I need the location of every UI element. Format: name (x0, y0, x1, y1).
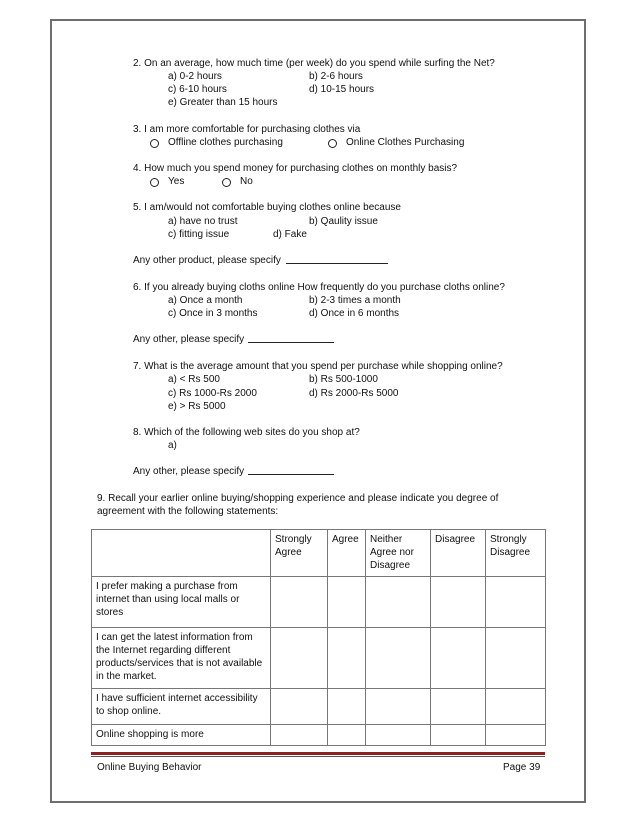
q9-intro-line2: agreement with the following statements: (97, 506, 279, 517)
statement-cell: Online shopping is more (92, 725, 271, 746)
table-row (92, 689, 546, 725)
q6-option-b: b) 2-3 times a month (309, 295, 401, 306)
header-disagree: Disagree (431, 530, 486, 577)
q4-option-yes: Yes (168, 176, 185, 187)
header-strongly-disagree: Strongly Disagree (486, 530, 546, 577)
q7-option-d: d) Rs 2000-Rs 5000 (309, 388, 399, 399)
response-cell[interactable] (328, 689, 366, 725)
q9-intro-line1: 9. Recall your earlier online buying/shopping experience and please indicate you degree of (97, 493, 499, 504)
response-cell[interactable] (328, 577, 366, 628)
agreement-table (91, 529, 546, 746)
q3-option-offline: Offline clothes purchasing (168, 137, 283, 148)
q2-question: 2. On an average, how much time (per week) do you spend while surfing the Net? (133, 58, 495, 69)
q5-option-b: b) Qaulity issue (309, 216, 378, 227)
q2-option-b: b) 2-6 hours (309, 71, 363, 82)
q8-option-a: a) (168, 440, 177, 451)
q3-radio-offline[interactable] (150, 139, 159, 148)
q6-other-input-line[interactable] (248, 342, 334, 343)
response-cell[interactable] (366, 689, 431, 725)
response-cell[interactable] (366, 725, 431, 746)
q2-option-a: a) 0-2 hours (168, 71, 222, 82)
response-cell[interactable] (328, 725, 366, 746)
table-header-row (92, 530, 546, 577)
footer-rule-thin (91, 756, 545, 757)
q6-option-c: c) Once in 3 months (168, 308, 258, 319)
response-cell[interactable] (328, 628, 366, 689)
q2-option-c: c) 6-10 hours (168, 84, 227, 95)
statement-cell: I can get the latest information from the Internet regarding different products/services that is not available in the market. (92, 628, 271, 689)
footer-title: Online Buying Behavior (97, 762, 202, 773)
q5-option-c: c) fitting issue (168, 229, 230, 240)
q4-option-no: No (240, 176, 253, 187)
q8-other-input-line[interactable] (248, 474, 334, 475)
q7-option-b: b) Rs 500-1000 (309, 374, 378, 385)
q8-other-label: Any other, please specify (133, 466, 245, 477)
q7-option-a: a) < Rs 500 (168, 374, 220, 385)
q6-option-a: a) Once a month (168, 295, 243, 306)
q5-option-a: a) have no trust (168, 216, 238, 227)
table-row (92, 628, 546, 689)
q3-radio-online[interactable] (328, 139, 337, 148)
response-cell[interactable] (366, 628, 431, 689)
q2-option-d: d) 10-15 hours (309, 84, 375, 95)
response-cell[interactable] (431, 577, 486, 628)
q2-option-e: e) Greater than 15 hours (168, 97, 278, 108)
q5-other-label: Any other product, please specify (133, 255, 281, 266)
q3-question: 3. I am more comfortable for purchasing clothes via (133, 124, 361, 135)
statement-cell: I prefer making a purchase from internet than using local malls or stores (92, 577, 271, 628)
response-cell[interactable] (486, 628, 546, 689)
response-cell[interactable] (486, 725, 546, 746)
header-agree: Agree (328, 530, 366, 577)
table-row (92, 725, 546, 746)
q5-option-d: d) Fake (273, 229, 307, 240)
header-strongly-agree: Strongly Agree (271, 530, 328, 577)
response-cell[interactable] (431, 628, 486, 689)
header-statement-cell (92, 530, 271, 577)
statement-cell: I have sufficient internet accessibility to shop online. (92, 689, 271, 725)
q8-question: 8. Which of the following web sites do you shop at? (133, 427, 360, 438)
response-cell[interactable] (271, 689, 328, 725)
footer-rule-thick (91, 752, 545, 755)
q3-option-online: Online Clothes Purchasing (346, 137, 465, 148)
q6-other-label: Any other, please specify (133, 334, 245, 345)
response-cell[interactable] (366, 577, 431, 628)
q7-option-c: c) Rs 1000-Rs 2000 (168, 388, 257, 399)
q5-other-input-line[interactable] (286, 263, 388, 264)
q5-question: 5. I am/would not comfortable buying clothes online because (133, 202, 401, 213)
response-cell[interactable] (271, 577, 328, 628)
q6-option-d: d) Once in 6 months (309, 308, 400, 319)
q4-radio-yes[interactable] (150, 178, 159, 187)
q4-question: 4. How much you spend money for purchasing clothes on monthly basis? (133, 163, 458, 174)
response-cell[interactable] (431, 725, 486, 746)
response-cell[interactable] (486, 689, 546, 725)
response-cell[interactable] (486, 577, 546, 628)
q6-question: 6. If you already buying cloths online How frequently do you purchase cloths online? (133, 282, 505, 293)
response-cell[interactable] (271, 725, 328, 746)
response-cell[interactable] (271, 628, 328, 689)
table-row (92, 577, 546, 628)
q7-question: 7. What is the average amount that you spend per purchase while shopping online? (133, 361, 503, 372)
footer-page-number: Page 39 (503, 762, 541, 773)
response-cell[interactable] (431, 689, 486, 725)
header-neither: Neither Agree nor Disagree (366, 530, 431, 577)
q4-radio-no[interactable] (222, 178, 231, 187)
q7-option-e: e) > Rs 5000 (168, 401, 226, 412)
